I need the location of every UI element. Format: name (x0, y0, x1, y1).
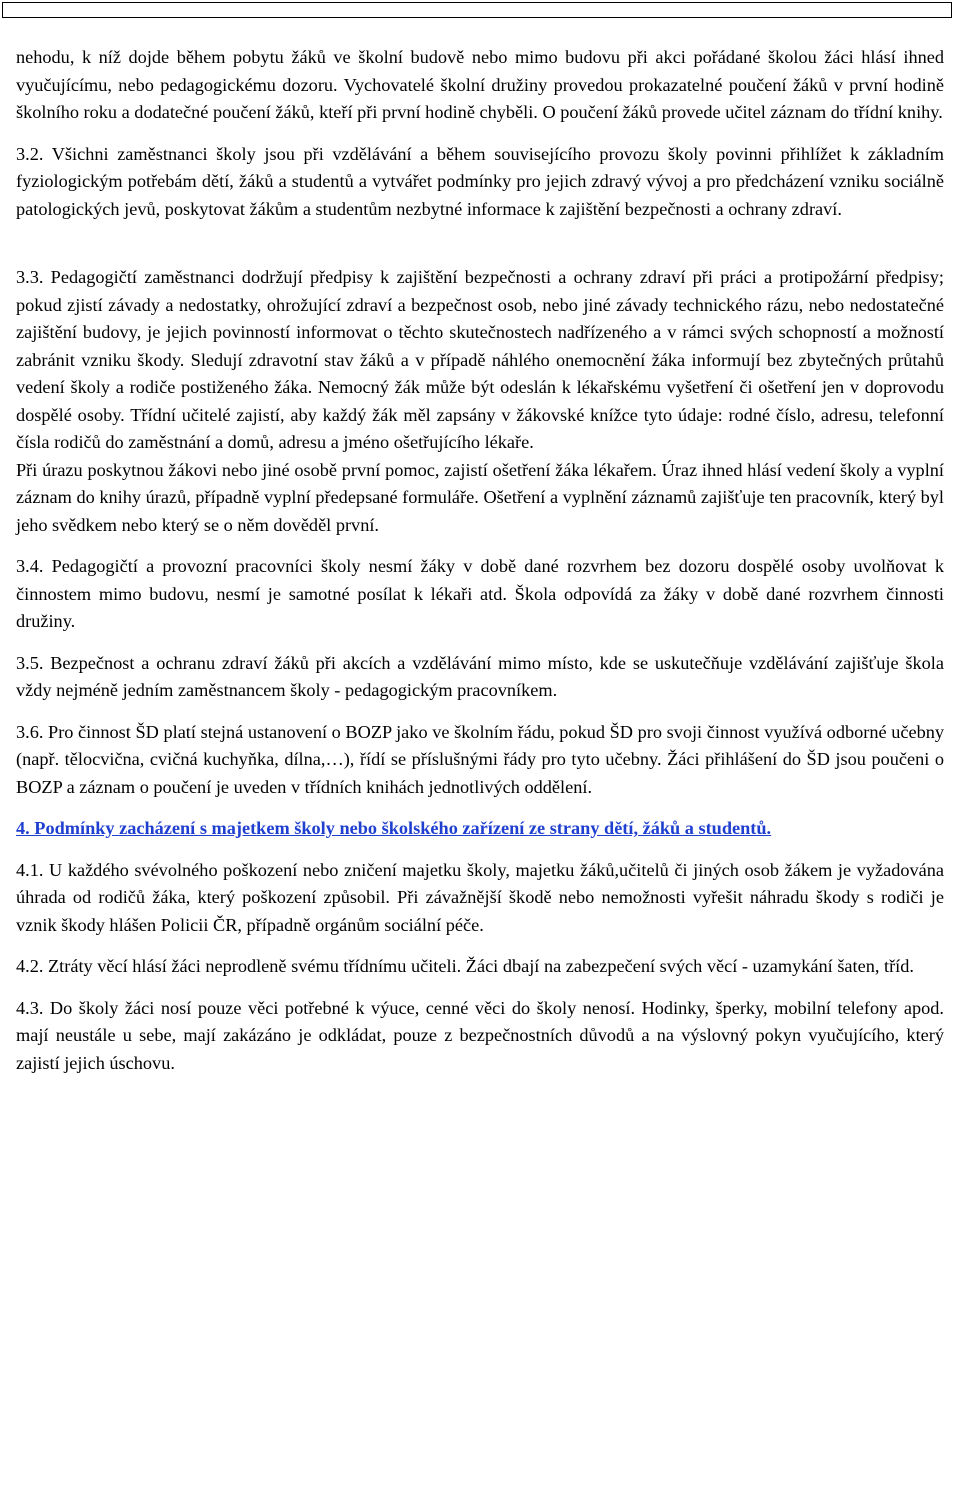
paragraph-4-3: 4.3. Do školy žáci nosí pouze věci potřebné k výuce, cenné věci do školy nenosí. Hodinky, šperky, mobilní telefony apod. mají neustále u sebe, mají zakázáno je odkládat, pouze z bezpečnostních důvodů a na výslovný pokyn vyučujícího, který zajistí jejich úschovu. (16, 997, 944, 1073)
paragraph-4-1: 4.1. U každého svévolného poškození nebo zničení majetku školy, majetku žáků,učitelů či jiných osob žákem je vyžadována úhrada od rodičů žáka, který poškození způsobil. Při závažnější škodě nebo nemožnosti vyřešit náhradu škody s rodiči je vznik škody hlášen Policii ČR, případně orgánům sociální péče. (16, 859, 944, 935)
paragraph-3-3-injury: Při úrazu poskytnou žákovi nebo jiné osobě první pomoc, zajistí ošetření žáka lékařem. Úraz ihned hlásí vedení školy a vyplní záznam do knihy úrazů, případně vyplní předepsané formuláře. Ošetření a vyplnění záznamů zajišťuje ten pracovník, který byl jeho svědkem nebo který se o něm dověděl první. (16, 459, 944, 535)
section-heading-4[interactable]: 4. Podmínky zacházení s majetkem školy nebo školského zařízení ze strany dětí, žáků a studentů. (16, 818, 772, 838)
document-page (16, 44, 944, 1077)
paragraph-3-6: 3.6. Pro činnost ŠD platí stejná ustanovení o BOZP jako ve školním řádu, pokud ŠD pro svoji činnost využívá odborné učebny (např. tělocvična, cvičná kuchyňka, dílna,…), řídí se příslušnými řády pro tyto učebny. Žáci přihlášení do ŠD jsou poučeni o BOZP a záznam o poučení je uveden v třídních knihách jednotlivých oddělení. (16, 721, 944, 797)
paragraph-3-3: 3.3. Pedagogičtí zaměstnanci dodržují předpisy k zajištění bezpečnosti a ochrany zdraví při práci a protipožární předpisy; pokud zjistí závady a nedostatky, ohrožující zdraví a bezpečnost osob, nebo jiné závady technického rázu, nebo nedostatečné zajištění budovy, je jejich povinností informovat o těchto skutečnostech nadřízeného a v rámci svých schopností a možností zabránit vzniku škody. Sledují zdravotní stav žáků a v případě náhlého onemocnění žáka informují bez zbytečných průtahů vedení školy a rodiče postiženého žáka. Nemocný žák může být odeslán k lékařskému vyšetření či ošetření jen v doprovodu dospělé osoby. Třídní učitelé zajistí, aby každý žák měl zapsány v žákovské knížce tyto údaje: rodné číslo, adresu, telefonní čísla rodičů do zaměstnání a domů, adresu a jméno ošetřujícího lékaře. (16, 267, 944, 452)
paragraph-4-2: 4.2. Ztráty věcí hlásí žáci neprodleně svému třídnímu učiteli. Žáci dbají na zabezpečení svých věcí - uzamykání šaten, tříd. (16, 956, 914, 976)
paragraph-3-2: 3.2. Všichni zaměstnanci školy jsou při vzdělávání a během souvisejícího provozu školy povinni přihlížet k základním fyziologickým potřebám dětí, žáků a studentů a vytvářet podmínky pro jejich zdravý vývoj a pro předcházení vzniku sociálně patologických jevů, poskytovat žákům a studentům nezbytné informace k zajištění bezpečnosti a ochrany zdraví. (16, 143, 944, 219)
page-header-frame (2, 2, 952, 18)
paragraph-3-5: 3.5. Bezpečnost a ochranu zdraví žáků při akcích a vzdělávání mimo místo, kde se uskutečňuje vzdělávání zajišťuje škola vždy nejméně jedním zaměstnancem školy - pedagogickým pracovníkem. (16, 652, 944, 700)
paragraph-intro: nehodu, k níž dojde během pobytu žáků ve školní budově nebo mimo budovu při akci pořádané školou žáci hlásí ihned vyučujícímu, nebo pedagogickému dozoru. Vychovatelé školní družiny provedou prokazatelné poučení žáků v první hodině školního roku a dodatečné poučení žáků, kteří při první hodině chyběli. O poučení žáků provede učitel záznam do třídní knihy. (16, 47, 944, 122)
paragraph-3-4: 3.4. Pedagogičtí a provozní pracovníci školy nesmí žáky v době dané rozvrhem bez dozoru dospělé osoby uvolňovat k činnostem mimo budovu, nesmí je samotné posílat k lékaři atd. Škola odpovídá za žáky v době dané rozvrhem činnosti družiny. (16, 556, 944, 631)
